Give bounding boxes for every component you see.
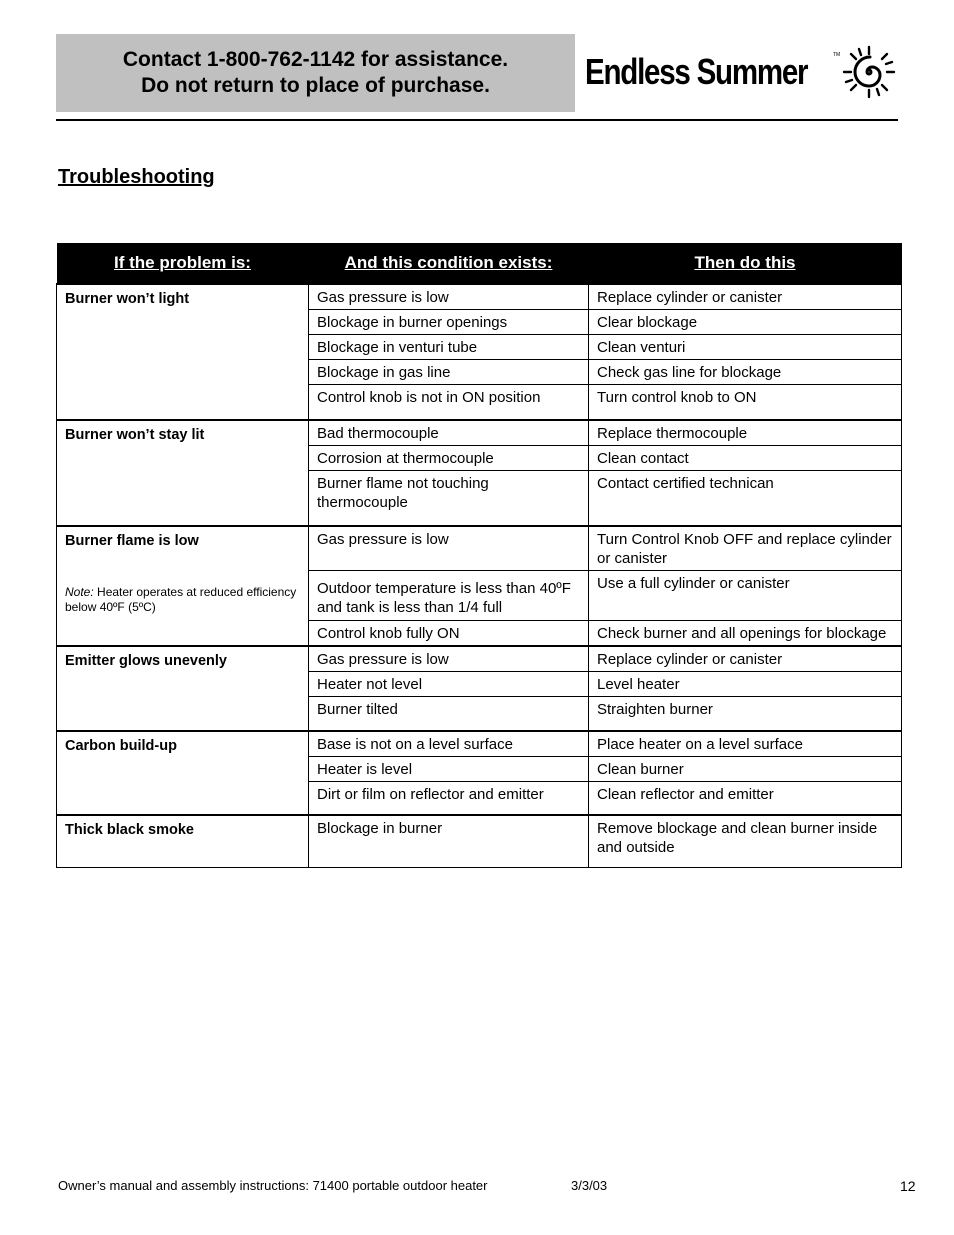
- problem-cell: [57, 526, 309, 646]
- problem-cell: [57, 420, 309, 527]
- table-row: [57, 646, 902, 672]
- action-cell: Clean contact: [589, 445, 902, 470]
- condition-cell: Control knob fully ON: [309, 621, 589, 647]
- table-row: [57, 526, 902, 571]
- table-row: [57, 284, 902, 310]
- problem-label: Thick black smoke: [65, 822, 194, 838]
- problem-cell: [57, 646, 309, 731]
- column-header-problem: If the problem is:: [57, 243, 309, 284]
- trademark-mark: TM: [833, 52, 841, 58]
- contact-line-2: Do not return to place of purchase.: [141, 74, 490, 97]
- footer-text: Owner’s manual and assembly instructions: 71400 portable outdoor heater: [58, 1178, 488, 1193]
- action-cell: Check gas line for blockage: [589, 360, 902, 385]
- column-header-action: Then do this: [589, 243, 902, 284]
- action-cell: Use a full cylinder or canister: [589, 571, 902, 621]
- condition-cell: Control knob is not in ON position: [309, 385, 589, 420]
- column-header-condition: And this condition exists:: [309, 243, 589, 284]
- problem-label: Burner won’t stay lit: [65, 426, 205, 443]
- problem-cell: [57, 731, 309, 816]
- action-cell: Turn Control Knob OFF and replace cylinder or canister: [589, 526, 902, 571]
- condition-cell: Blockage in burner: [309, 815, 589, 867]
- page-number: 12: [900, 1178, 916, 1194]
- problem-note: [65, 585, 300, 615]
- note-label: Note:: [65, 585, 94, 599]
- action-cell: Level heater: [589, 672, 902, 697]
- table-row: [57, 420, 902, 446]
- footer-date: 3/3/03: [571, 1178, 608, 1193]
- action-cell: Contact certified technican: [589, 470, 902, 526]
- condition-cell: Outdoor temperature is less than 40ºF and tank is less than 1/4 full: [309, 571, 589, 621]
- action-cell: Straighten burner: [589, 697, 902, 731]
- problem-label: Emitter glows unevenly: [65, 653, 227, 669]
- condition-cell: Gas pressure is low: [309, 646, 589, 672]
- condition-cell: Burner flame not touching thermocouple: [309, 470, 589, 526]
- action-cell: Clean reflector and emitter: [589, 781, 902, 815]
- note-text: Heater operates at reduced efficiency below 40ºF (5ºC): [65, 585, 297, 614]
- condition-cell: Heater is level: [309, 756, 589, 781]
- action-cell: Clean burner: [589, 756, 902, 781]
- condition-cell: Burner tilted: [309, 697, 589, 731]
- page-title: Troubleshooting: [58, 166, 215, 188]
- action-cell: Replace thermocouple: [589, 420, 902, 446]
- problem-cell: [57, 815, 309, 867]
- condition-cell: Gas pressure is low: [309, 284, 589, 310]
- condition-cell: Dirt or film on reflector and emitter: [309, 781, 589, 815]
- brand-logo: [585, 44, 856, 100]
- condition-cell: Heater not level: [309, 672, 589, 697]
- header-divider: [56, 119, 898, 121]
- problem-cell: [57, 284, 309, 420]
- problem-label: Burner flame is low: [65, 533, 199, 549]
- condition-cell: Corrosion at thermocouple: [309, 445, 589, 470]
- action-cell: Turn control knob to ON: [589, 385, 902, 420]
- table-row: [57, 815, 902, 867]
- condition-cell: Base is not on a level surface: [309, 731, 589, 757]
- contact-line-1: Contact 1-800-762-1142 for assistance.: [122, 48, 509, 71]
- action-cell: Place heater on a level surface: [589, 731, 902, 757]
- action-cell: Clear blockage: [589, 310, 902, 335]
- action-cell: Replace cylinder or canister: [589, 284, 902, 310]
- condition-cell: Bad thermocouple: [309, 420, 589, 446]
- action-cell: Clean venturi: [589, 335, 902, 360]
- brand-name: Endless Summer: [585, 51, 808, 92]
- condition-cell: Gas pressure is low: [309, 526, 589, 571]
- action-cell: Check burner and all openings for blockage: [589, 621, 902, 647]
- sun-icon: [841, 44, 897, 100]
- table-header-row: [57, 243, 902, 284]
- contact-banner: [56, 34, 575, 112]
- condition-cell: Blockage in venturi tube: [309, 335, 589, 360]
- troubleshooting-table: [56, 243, 902, 868]
- problem-label: Carbon build-up: [65, 737, 177, 754]
- action-cell: Remove blockage and clean burner inside and outside: [589, 815, 902, 867]
- action-cell: Replace cylinder or canister: [589, 646, 902, 672]
- condition-cell: Blockage in burner openings: [309, 310, 589, 335]
- problem-label: Burner won’t light: [65, 291, 190, 307]
- condition-cell: Blockage in gas line: [309, 360, 589, 385]
- table-row: [57, 731, 902, 757]
